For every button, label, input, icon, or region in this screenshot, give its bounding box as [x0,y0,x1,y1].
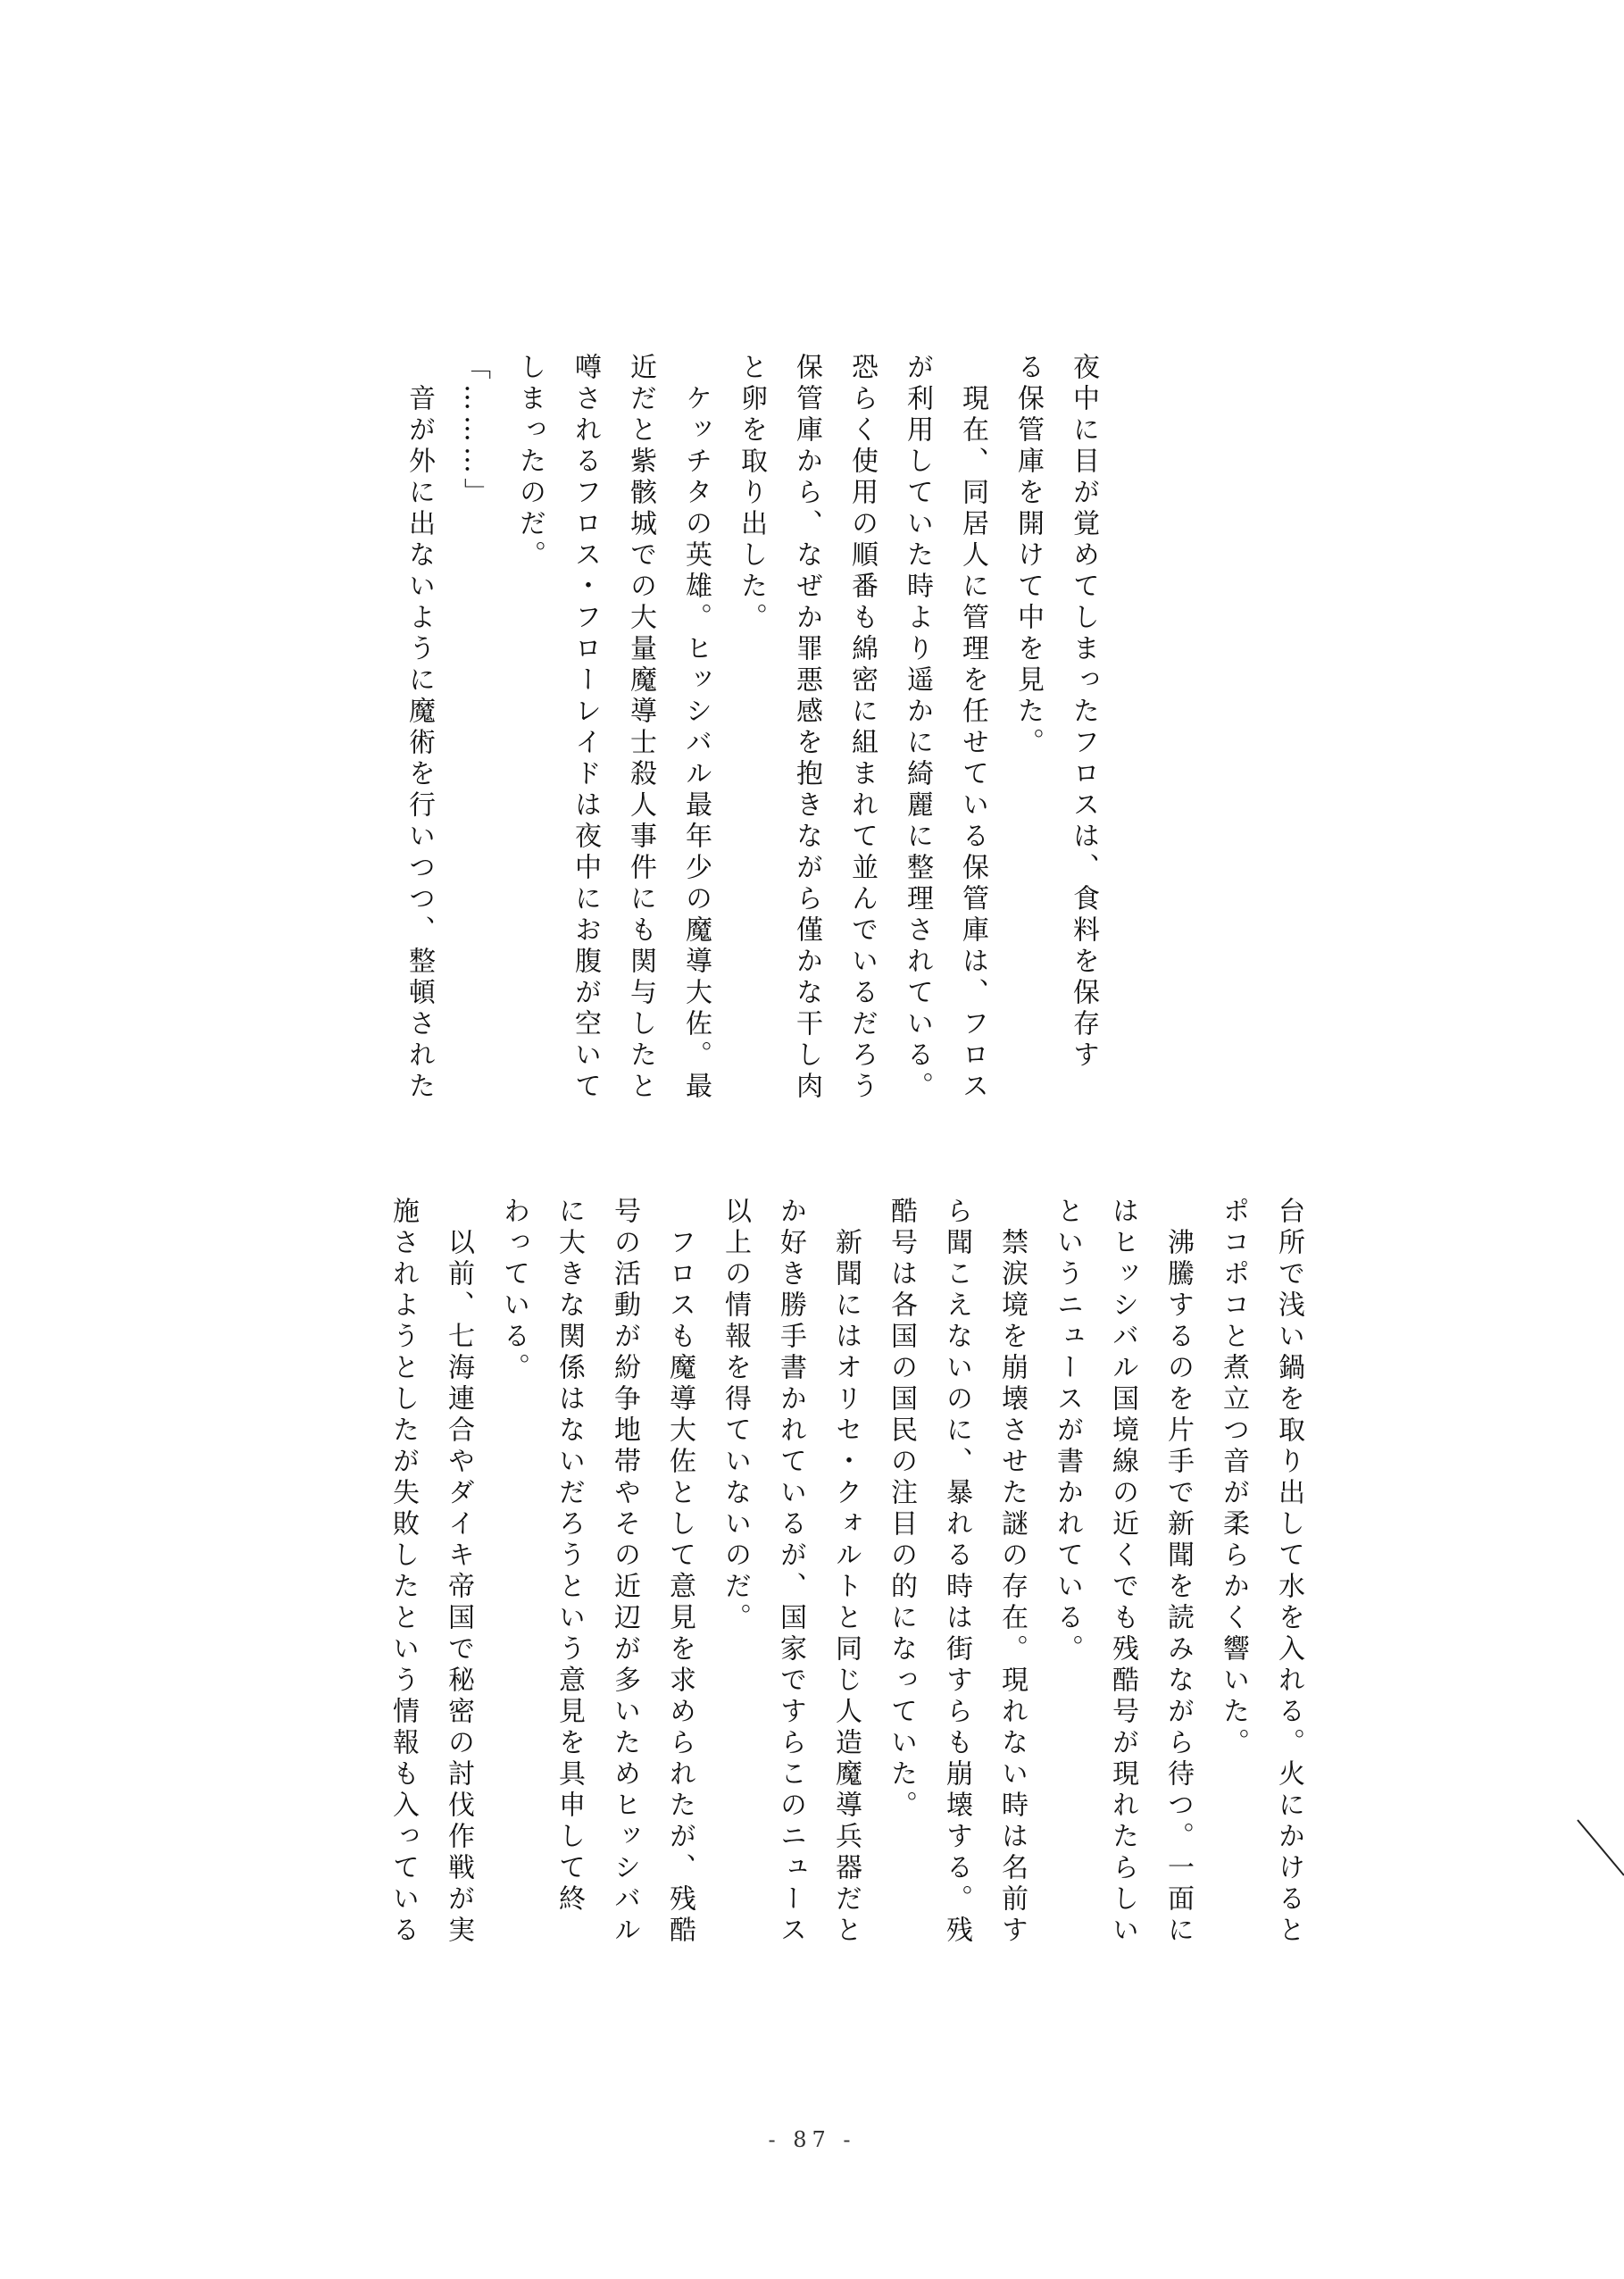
text-line: 噂されるフロス・フローレイドは夜中にお腹が空いて [570,353,601,1103]
text-line: に大きな関係はないだろうという意見を具申して終 [554,1197,585,1916]
text-line: 沸騰するのを片手で新聞を読みながら待つ。一面に [1162,1197,1194,1947]
text-line: 新聞にはオリセ・クォルトと同じ人造魔導兵器だと [830,1197,862,1947]
text-line: しまったのだ。 [514,353,545,572]
text-line: 夜中に目が覚めてしまったフロスは、食料を保存す [1068,353,1099,1072]
page-number: - 87 - [768,2127,856,2152]
text-line: 恐らく使用の順番も綿密に組まれて並んでいるだろう [846,353,878,1103]
text-line: ら聞こえないのに、暴れる時は街すらも崩壊する。残 [941,1197,972,1947]
text-block-upper [391,353,1111,1121]
text-line: 現在、同居人に管理を任せている保管庫は、フロス [957,353,988,1103]
text-line: 施されようとしたが失敗したという情報も入っている [387,1197,419,1947]
text-line: が利用していた時より遥かに綺麗に整理されている。 [902,353,933,1103]
text-line: 台所で浅い鍋を取り出して水を入れる。火にかけると [1273,1197,1304,1947]
crop-mark [1570,1813,1624,1884]
text-line: 以前、七海連合やダイキ帝国で秘密の討伐作戦が実 [443,1197,474,1947]
text-line: 以上の情報を得ていないのだ。 [720,1197,751,1634]
text-line: か好き勝手書かれているが、国家ですらこのニュース [775,1197,806,1947]
text-line: と卵を取り出した。 [736,353,767,634]
text-line: ポコポコと煮立つ音が柔らかく響いた。 [1218,1197,1249,1759]
text-line: 近だと紫骸城での大量魔導士殺人事件にも関与したと [625,353,656,1103]
text-line: 保管庫から、なぜか罪悪感を抱きながら僅かな干し肉 [791,353,822,1103]
text-block-lower [375,1197,1316,1965]
text-line: わっている。 [498,1197,529,1384]
text-line: 号の活動が紛争地帯やその近辺が多いためヒッシバル [609,1197,640,1947]
text-line: というニュースが書かれている。 [1052,1197,1083,1665]
text-line: 音が外に出ないように魔術を行いつつ、整頓された [404,353,435,1103]
text-line: フロスも魔導大佐として意見を求められたが、残酷 [664,1197,695,1947]
text-line: 禁涙境を崩壊させた謎の存在。現れない時は名前す [996,1197,1028,1947]
text-line: 「………」 [459,353,490,509]
text-line: 酷号は各国の国民の注目の的になっていた。 [886,1197,917,1822]
text-line: ケッチタの英雄。ヒッシバル最年少の魔導大佐。最 [680,353,712,1103]
text-line: る保管庫を開けて中を見た。 [1012,353,1044,759]
text-line: はヒッシバル国境線の近くでも残酷号が現れたらしい [1107,1197,1138,1947]
